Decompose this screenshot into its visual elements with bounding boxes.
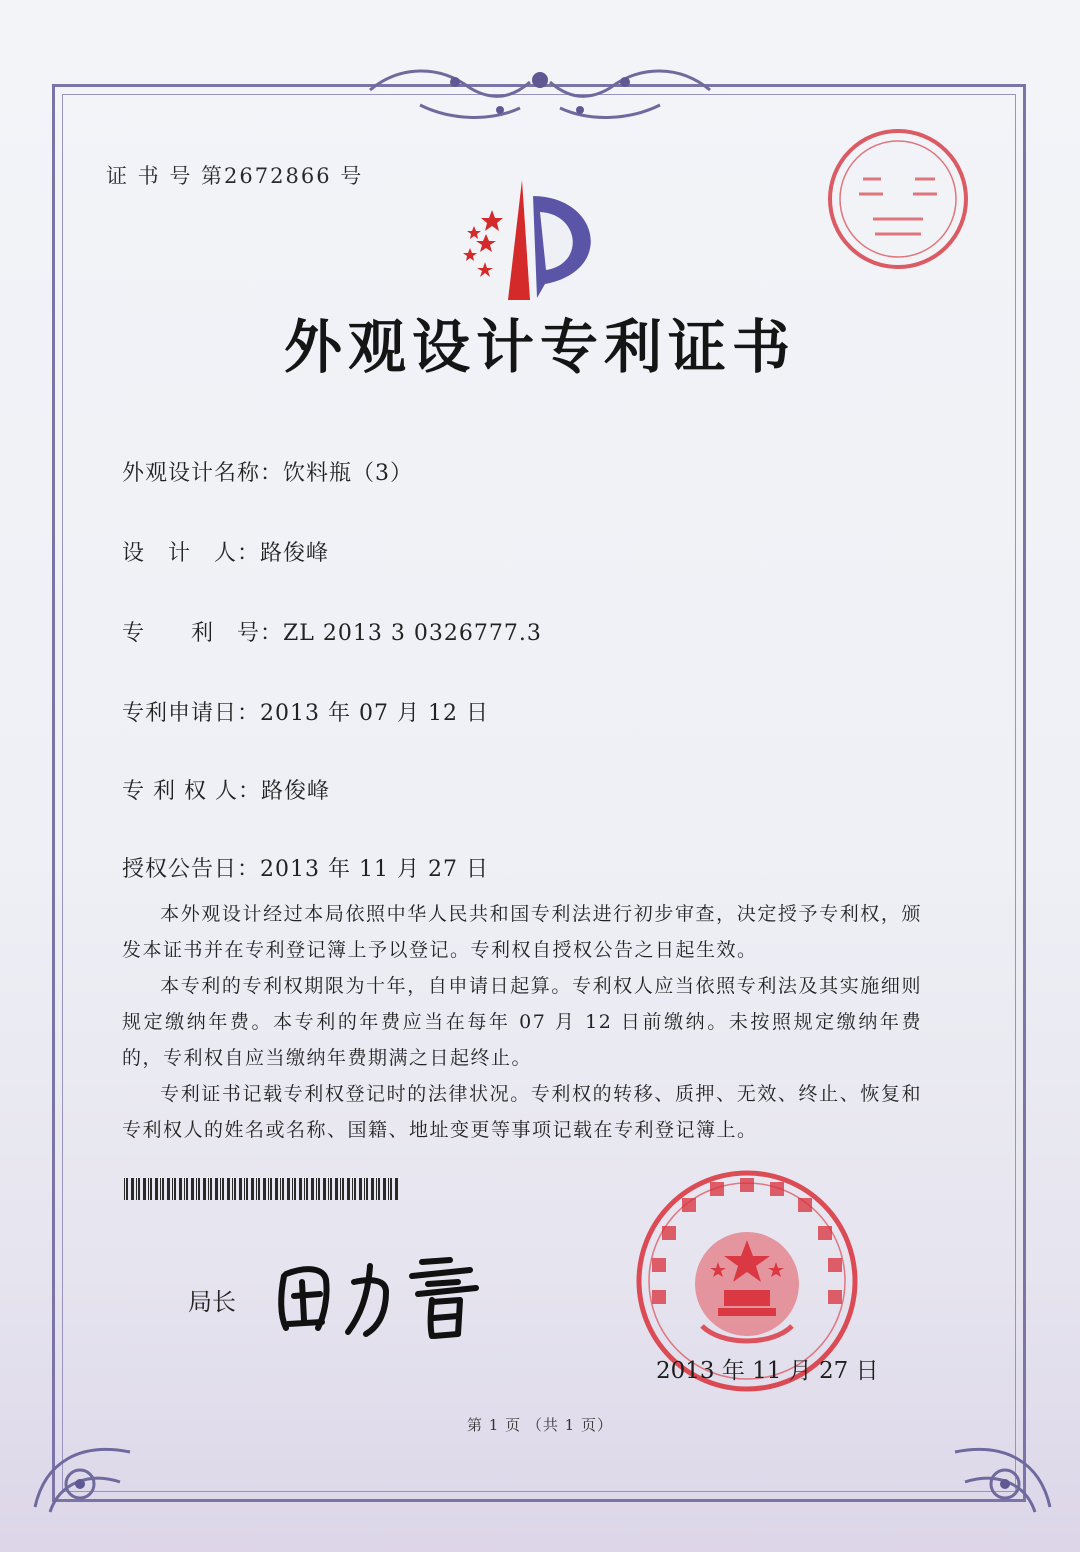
barcode-bar <box>280 1178 281 1200</box>
barcode-bar <box>172 1178 173 1200</box>
barcode-bar <box>354 1178 356 1200</box>
seal-date: 2013 年 11 月 27 日 <box>656 1358 879 1384</box>
barcode-bar <box>251 1178 254 1200</box>
body-paragraph-1 <box>122 896 922 968</box>
barcode-bar <box>186 1178 188 1200</box>
barcode-bar <box>138 1178 140 1200</box>
tax-stamp-icon <box>823 124 973 274</box>
barcode-bar <box>292 1178 293 1200</box>
barcode-bar <box>222 1178 224 1200</box>
barcode-bar <box>364 1178 365 1200</box>
barcode-bar <box>335 1178 338 1200</box>
barcode-bar <box>388 1178 389 1200</box>
barcode-bar <box>220 1178 221 1200</box>
barcode-bar <box>328 1178 329 1200</box>
barcode-bar <box>323 1178 326 1200</box>
page-number-footer: 第 1 页 （共 1 页） <box>467 1416 613 1434</box>
barcode-bar <box>196 1178 197 1200</box>
barcode-bar <box>179 1178 182 1200</box>
body-paragraph-1-text: 本外观设计经过本局依照中华人民共和国专利法进行初步审查，决定授予专利权，颁发本证书并在专利登记簿上予以登记。专利权自授权公告之日起生效。 <box>122 903 922 961</box>
barcode-bar <box>136 1178 137 1200</box>
barcode-bar <box>270 1178 272 1200</box>
barcode-bar <box>347 1178 350 1200</box>
barcode-bar <box>198 1178 200 1200</box>
designer-field: 设 计 人：路俊峰 <box>122 541 330 566</box>
barcode-bar <box>395 1178 398 1200</box>
barcode-bar <box>239 1178 242 1200</box>
top-ornament-icon <box>360 60 720 130</box>
certificate-number: 证 书 号 第2672866 号 <box>106 164 364 188</box>
barcode-bar <box>131 1178 134 1200</box>
barcode-bar <box>366 1178 368 1200</box>
patentee-field: 专 利 权 人：路俊峰 <box>122 779 330 804</box>
body-paragraph-2-text: 本专利的专利权期限为十年，自申请日起算。专利权人应当依照专利法及其实施细则规定缴纳年费。本专利的年费应当在每年 07 月 12 日前缴纳。未按照规定缴纳年费的，专利权自应当缴纳年费期满之日起终止。 <box>122 975 922 1069</box>
barcode-bar <box>148 1178 149 1200</box>
barcode-bar <box>234 1178 236 1200</box>
barcode-bar <box>359 1178 362 1200</box>
barcode-bar <box>311 1178 314 1200</box>
barcode-bar <box>287 1178 290 1200</box>
barcode-bar <box>306 1178 308 1200</box>
barcode-bar <box>208 1178 209 1200</box>
barcode-bar <box>282 1178 284 1200</box>
barcode-bar <box>126 1178 128 1200</box>
barcode-bar <box>227 1178 230 1200</box>
body-paragraph-3 <box>122 1076 922 1148</box>
barcode-bar <box>184 1178 185 1200</box>
barcode-icon <box>124 1178 404 1200</box>
barcode-bar <box>268 1178 269 1200</box>
barcode-bar <box>378 1178 380 1200</box>
application-date-field: 专利申请日：2013 年 07 月 12 日 <box>122 701 489 726</box>
barcode-bar <box>342 1178 344 1200</box>
barcode-bar <box>340 1178 341 1200</box>
barcode-bar <box>256 1178 257 1200</box>
barcode-bar <box>203 1178 206 1200</box>
barcode-bar <box>244 1178 245 1200</box>
barcode-bar <box>167 1178 170 1200</box>
barcode-bar <box>263 1178 266 1200</box>
barcode-bar <box>294 1178 296 1200</box>
barcode-bar <box>160 1178 161 1200</box>
barcode-bar <box>371 1178 374 1200</box>
barcode-bar <box>162 1178 164 1200</box>
barcode-bar <box>143 1178 146 1200</box>
barcode-bar <box>232 1178 233 1200</box>
grant-date-field: 授权公告日：2013 年 11 月 27 日 <box>122 857 489 882</box>
barcode-bar <box>383 1178 386 1200</box>
barcode-bar <box>210 1178 212 1200</box>
director-signature <box>262 1236 512 1346</box>
barcode-bar <box>299 1178 302 1200</box>
barcode-bar <box>318 1178 320 1200</box>
director-label: 局长 <box>188 1288 236 1316</box>
barcode-bar <box>191 1178 194 1200</box>
barcode-bar <box>174 1178 176 1200</box>
barcode-bar <box>304 1178 305 1200</box>
barcode-bar <box>275 1178 278 1200</box>
barcode-bar <box>246 1178 248 1200</box>
barcode-bar <box>316 1178 317 1200</box>
barcode-bar <box>215 1178 218 1200</box>
barcode-bar <box>376 1178 377 1200</box>
body-paragraph-3-text: 专利证书记载专利权登记时的法律状况。专利权的转移、质押、无效、终止、恢复和专利权人的姓名或名称、国籍、地址变更等事项记载在专利登记簿上。 <box>122 1083 922 1141</box>
certificate-title: 外观设计专利证书 <box>283 313 796 381</box>
barcode-bar <box>150 1178 152 1200</box>
cnipa-logo-icon <box>440 176 610 306</box>
barcode-bar <box>330 1178 332 1200</box>
barcode-bar <box>390 1178 392 1200</box>
body-paragraph-2 <box>122 968 922 1076</box>
design-name-field: 外观设计名称：饮料瓶（3） <box>122 461 413 486</box>
barcode-bar <box>352 1178 353 1200</box>
patent-number-field: 专 利 号：ZL 2013 3 0326777.3 <box>122 621 542 646</box>
barcode-bar <box>258 1178 260 1200</box>
barcode-bar <box>155 1178 158 1200</box>
barcode-bar <box>124 1178 125 1200</box>
